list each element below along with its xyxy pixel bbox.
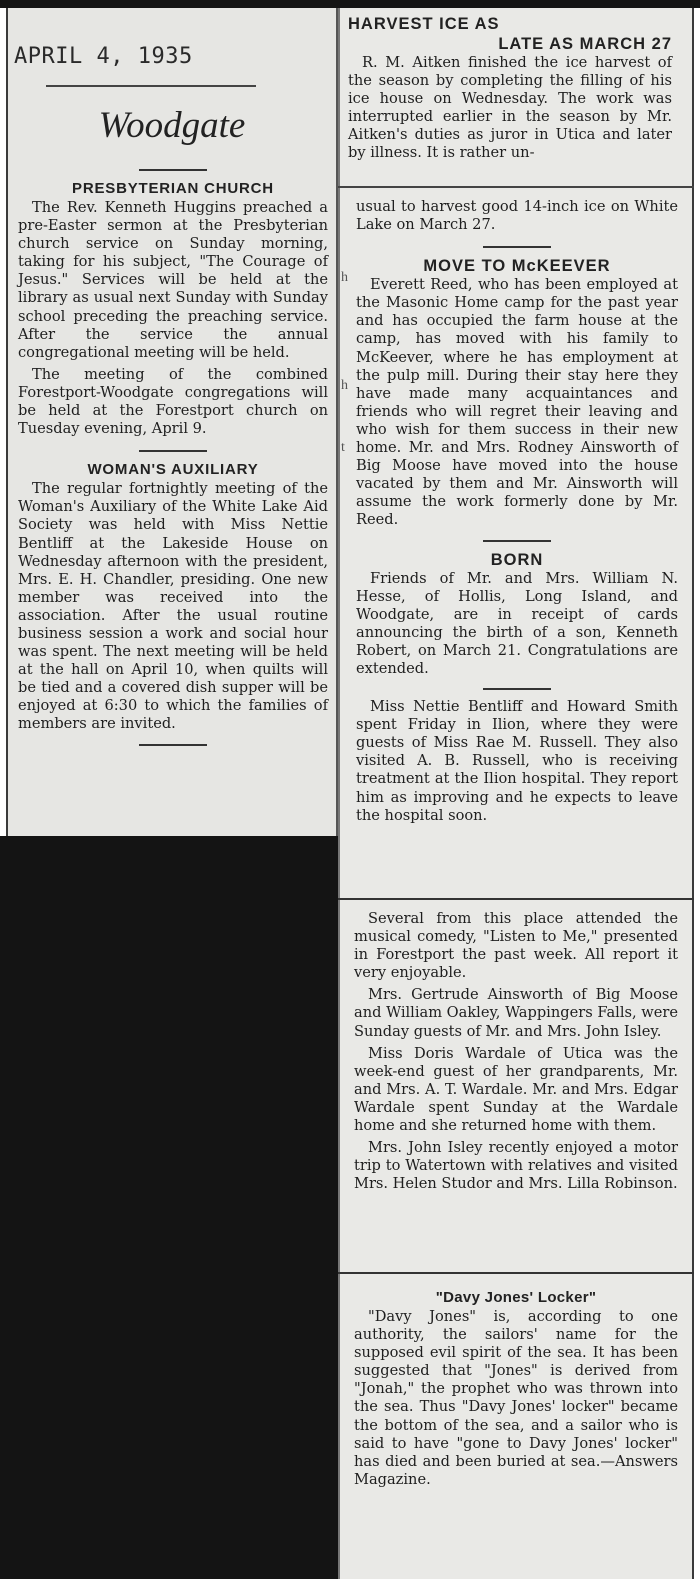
- right-newspaper-clipping: [338, 8, 694, 1579]
- column-rule-right: [692, 8, 694, 1579]
- left-newspaper-clipping: [6, 8, 338, 836]
- article-paragraph: usual to harvest good 14-inch ice on White Lake on March 27.: [356, 198, 678, 234]
- article-heading-line-1: HARVEST ICE AS: [348, 15, 500, 33]
- article-heading: MOVE TO McKEEVER: [423, 257, 611, 276]
- article-paragraph: Miss Doris Wardale of Utica was the week-end guest of her grandparents, Mr. and Mrs. A. T. Wardale. Mr. and Mrs. Edgar Wardale spent Sunday at the Wardale home and she returned home with them.: [354, 1044, 678, 1135]
- article-paragraph: The meeting of the combined Forestport-Woodgate congregations will be held at the Forestport church on Tuesday evening, April 9.: [18, 365, 328, 438]
- article-heading: BORN: [490, 550, 544, 569]
- margin-fragment: t: [341, 440, 345, 455]
- article-harvest-ice-continued: [356, 198, 678, 825]
- article-divider: [483, 540, 551, 542]
- article-paragraph: Miss Nettie Bentliff and Howard Smith spent Friday in Ilion, where they were guests of Miss Rae M. Russell. They also visited A. B. Russell, who is receiving treatment at the Ilion hospital. They report him as improving and he expects to leave the hospital soon.: [356, 698, 678, 824]
- article-davy-jones-locker: [354, 1288, 678, 1489]
- article-heading: WOMAN'S AUXILIARY: [87, 461, 259, 479]
- clipping-seam: [338, 1272, 694, 1274]
- article-paragraph: Friends of Mr. and Mrs. William N. Hesse, of Hollis, Long Island, and Woodgate, are in receipt of cards announcing the birth of a son, Kenneth Robert, on March 21. Congratulations are extended.: [356, 569, 678, 677]
- margin-fragment: h: [341, 378, 348, 393]
- column-rule-left: [338, 8, 340, 1579]
- article-local-notes: [354, 910, 678, 1193]
- article-paragraph: Mrs. John Isley recently enjoyed a motor trip to Watertown with relatives and visited Mrs. Helen Studor and Mrs. Lilla Robinson.: [354, 1139, 678, 1193]
- article-paragraph: Everett Reed, who has been employed at the Masonic Home camp for the past year and has occupied the farm house at the camp, has moved with his family to McKeever, where he has employment at the pulp mill. During their stay here they have made many acquaintances and friends who will regret their leaving and who wish for them success in their new home. Mr. and Mrs. Rodney Ainsworth of Big Moose have moved into the house vacated by them and Mr. Ainsworth will assume the work formerly done by Mr. Reed.: [356, 276, 678, 529]
- article-heading-line-2: LATE AS MARCH 27: [498, 35, 672, 53]
- article-divider: [483, 688, 551, 690]
- article-divider: [139, 450, 207, 452]
- article-divider: [483, 246, 551, 248]
- article-harvest-ice: [348, 14, 672, 163]
- heading-rule: [139, 169, 207, 171]
- article-heading: PRESBYTERIAN CHURCH: [72, 180, 274, 197]
- black-background-top: [0, 0, 700, 8]
- article-end-rule: [139, 744, 207, 746]
- margin-fragment: h: [341, 270, 348, 285]
- article-paragraph: Several from this place attended the musical comedy, "Listen to Me," presented in Forestport the past week. All report it very enjoyable.: [354, 910, 678, 982]
- black-background: [0, 836, 338, 1579]
- clipping-seam: [338, 898, 694, 900]
- article-paragraph: "Davy Jones" is, according to one authority, the sailors' name for the supposed evil spirit of the sea. It has been suggested that "Jones" is derived from "Jonah," the prophet who was thrown into the sea. Thus "Davy Jones' locker" became the bottom of the sea, and a sailor who is said to have "gone to Davy Jones' locker" has died and been buried at sea.—Answers Magazine.: [354, 1308, 678, 1488]
- article-paragraph: R. M. Aitken finished the ice harvest of the season by completing the filling of his ice house on Wednesday. The work was interrupted earlier in the season by Mr. Aitken's duties as juror in Utica and later by illness. It is rather un-: [348, 54, 672, 162]
- article-paragraph: The regular fortnightly meeting of the Woman's Auxiliary of the White Lake Aid Society was held with Miss Nettie Bentliff at the Lakeside House on Wednesday afternoon with the president, Mrs. E. H. Chandler, presiding. One new member was received into the association. After the usual routine business session a work and social hour was spent. The next meeting will be held at the hall on April 10, when quilts will be tied and a covered dish supper will be enjoyed at 6:30 to which the families of members are invited.: [18, 480, 328, 733]
- article-paragraph: Mrs. Gertrude Ainsworth of Big Moose and William Oakley, Wappingers Falls, were Sunday guests of Mr. and Mrs. John Isley.: [354, 986, 679, 1040]
- issue-date: APRIL 4, 1935: [14, 44, 193, 69]
- article-paragraph: The Rev. Kenneth Huggins preached a pre-Easter sermon at the Presbyterian church service on Sunday morning, taking for his subject, "The Courage of Jesus." Services will be held at the library as usual next Sunday with Sunday school preceding the preaching service. After the service the annual congregational meeting will be held.: [18, 199, 328, 361]
- article-presbyterian-church: [18, 163, 328, 754]
- article-heading: "Davy Jones' Locker": [435, 1289, 597, 1306]
- masthead-woodgate: Woodgate: [98, 105, 246, 146]
- clipping-seam: [338, 186, 694, 188]
- date-underline: [46, 85, 256, 87]
